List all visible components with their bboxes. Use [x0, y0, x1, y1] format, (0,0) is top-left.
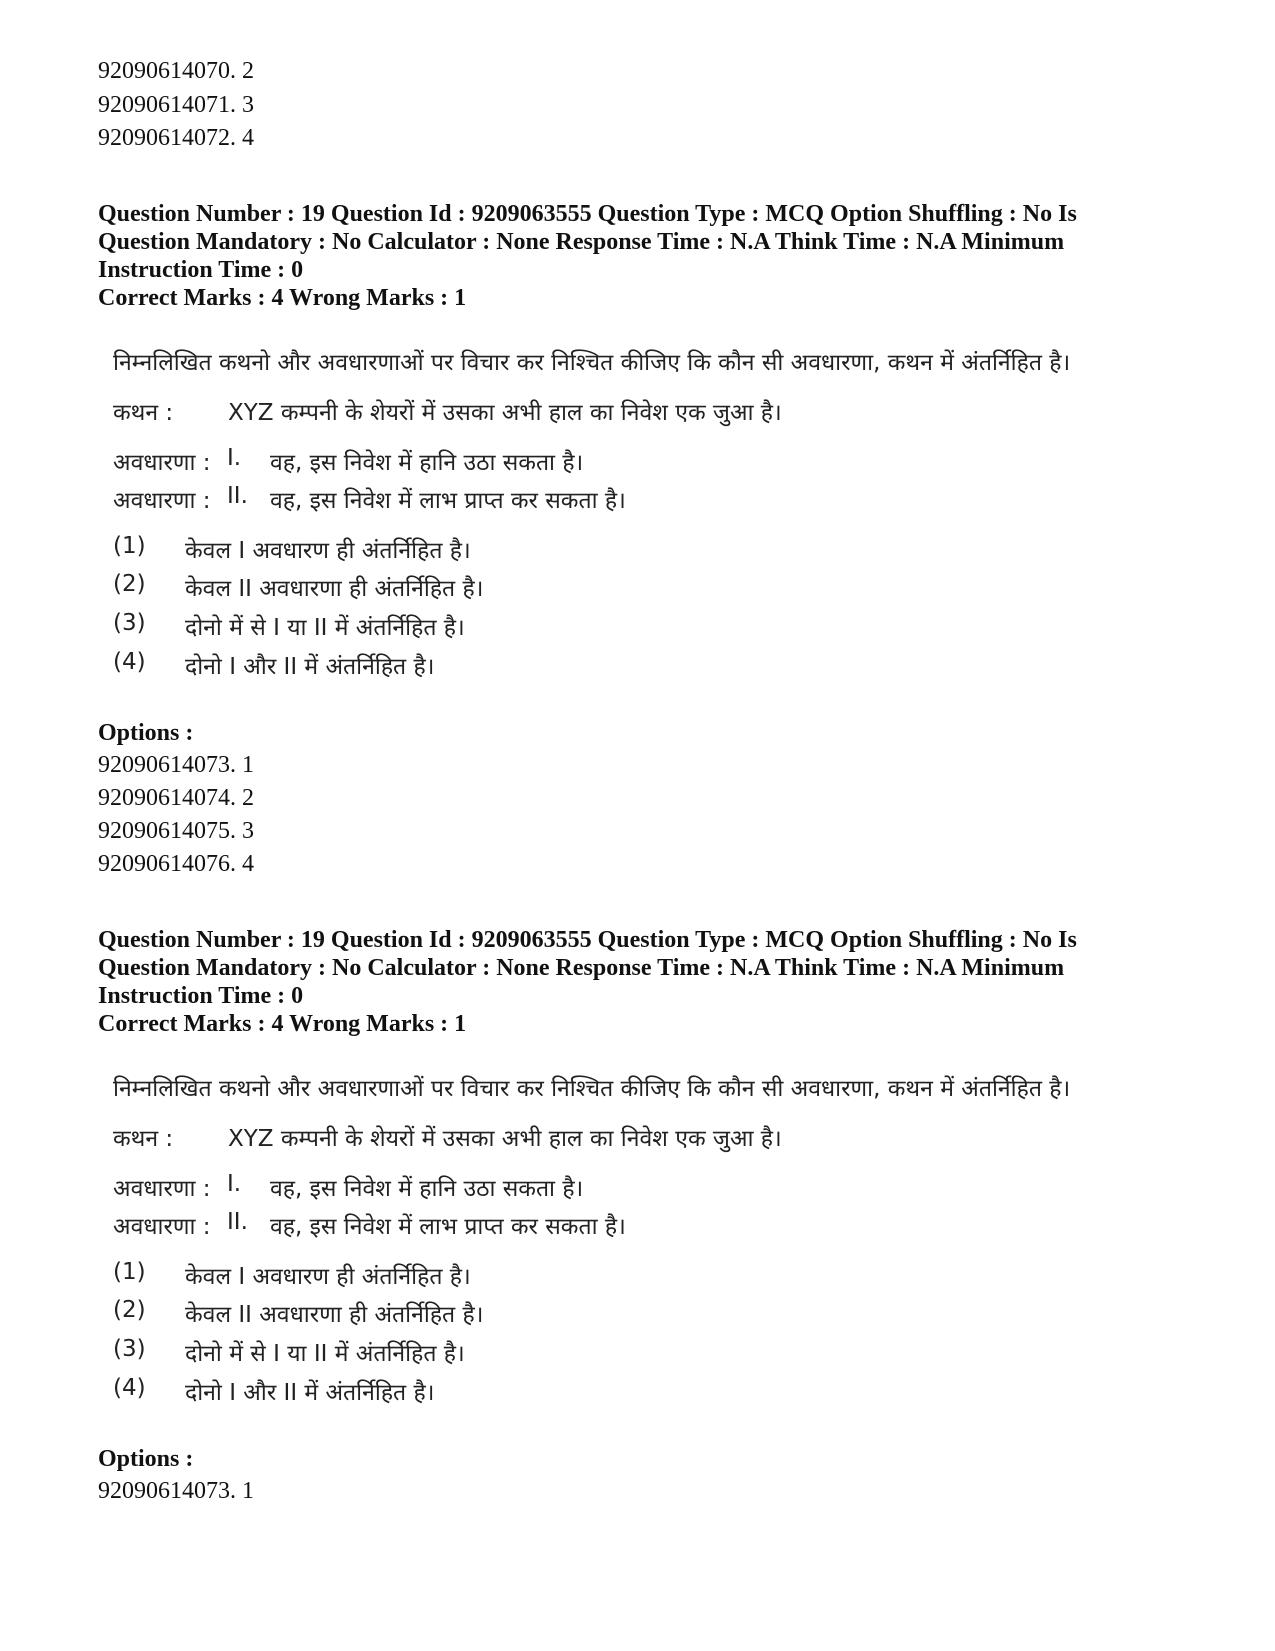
options-heading: Options : [98, 720, 194, 746]
statement-text: XYZ कम्पनी के शेयरों में उसका अभी हाल का निवेश एक जुआ है। [228, 1126, 782, 1152]
assumption-text: वह, इस निवेश में लाभ प्राप्त कर सकता है। [270, 1214, 626, 1240]
option-line: 92090614072. 4 [98, 125, 254, 151]
choice-number: (2) [113, 571, 146, 597]
assumption-number: II. [227, 1209, 248, 1235]
choice-text: दोनो में से I या II में अंतर्निहित है। [185, 615, 465, 641]
choice-number: (3) [113, 1336, 146, 1362]
choice-text: केवल II अवधारणा ही अंतर्निहित है। [185, 1302, 484, 1328]
option-line: 92090614073. 1 [98, 1478, 254, 1504]
assumption-text: वह, इस निवेश में हानि उठा सकता है। [270, 1176, 584, 1202]
marks-line: Correct Marks : 4 Wrong Marks : 1 [98, 285, 467, 311]
assumption-number: I. [227, 1171, 242, 1197]
assumption-text: वह, इस निवेश में हानि उठा सकता है। [270, 450, 584, 476]
assumption-number: II. [227, 483, 248, 509]
statement-label: कथन : [113, 400, 174, 426]
choice-number: (4) [113, 649, 146, 675]
choice-text: केवल I अवधारण ही अंतर्निहित है। [185, 1264, 471, 1290]
option-line: 92090614075. 3 [98, 818, 254, 844]
option-line: 92090614076. 4 [98, 851, 254, 877]
assumption-text: वह, इस निवेश में लाभ प्राप्त कर सकता है। [270, 488, 626, 514]
choice-number: (4) [113, 1375, 146, 1401]
choice-number: (1) [113, 1259, 146, 1285]
choice-number: (2) [113, 1297, 146, 1323]
question-meta: Question Number : 19 Question Id : 9209063555 Question Type : MCQ Option Shuffling : No Is Question Mandatory : No Calculator : None Response Time : N.A Think Time : N.A Minimum Instruction Time : 0 [98, 201, 1077, 283]
assumption-label: अवधारणा : [113, 450, 211, 476]
option-line: 92090614071. 3 [98, 92, 254, 118]
statement-text: XYZ कम्पनी के शेयरों में उसका अभी हाल का निवेश एक जुआ है। [228, 400, 782, 426]
choice-text: केवल II अवधारणा ही अंतर्निहित है। [185, 576, 484, 602]
choice-text: केवल I अवधारण ही अंतर्निहित है। [185, 538, 471, 564]
question-stem: निम्नलिखित कथनो और अवधारणाओं पर विचार कर निश्चित कीजिए कि कौन सी अवधारणा, कथन में अंतर्निहित है। [113, 350, 1071, 376]
choice-text: दोनो I और II में अंतर्निहित है। [185, 1380, 435, 1406]
question-meta: Question Number : 19 Question Id : 9209063555 Question Type : MCQ Option Shuffling : No Is Question Mandatory : No Calculator : None Response Time : N.A Think Time : N.A Minimum Instruction Time : 0 [98, 927, 1077, 1009]
option-line: 92090614070. 2 [98, 58, 254, 84]
assumption-label: अवधारणा : [113, 488, 211, 514]
options-heading: Options : [98, 1446, 194, 1472]
assumption-label: अवधारणा : [113, 1214, 211, 1240]
assumption-number: I. [227, 445, 242, 471]
question-stem: निम्नलिखित कथनो और अवधारणाओं पर विचार कर निश्चित कीजिए कि कौन सी अवधारणा, कथन में अंतर्निहित है। [113, 1076, 1071, 1102]
choice-text: दोनो में से I या II में अंतर्निहित है। [185, 1341, 465, 1367]
statement-label: कथन : [113, 1126, 174, 1152]
option-line: 92090614074. 2 [98, 785, 254, 811]
choice-number: (3) [113, 610, 146, 636]
choice-number: (1) [113, 533, 146, 559]
option-line: 92090614073. 1 [98, 752, 254, 778]
choice-text: दोनो I और II में अंतर्निहित है। [185, 654, 435, 680]
assumption-label: अवधारणा : [113, 1176, 211, 1202]
marks-line: Correct Marks : 4 Wrong Marks : 1 [98, 1011, 467, 1037]
